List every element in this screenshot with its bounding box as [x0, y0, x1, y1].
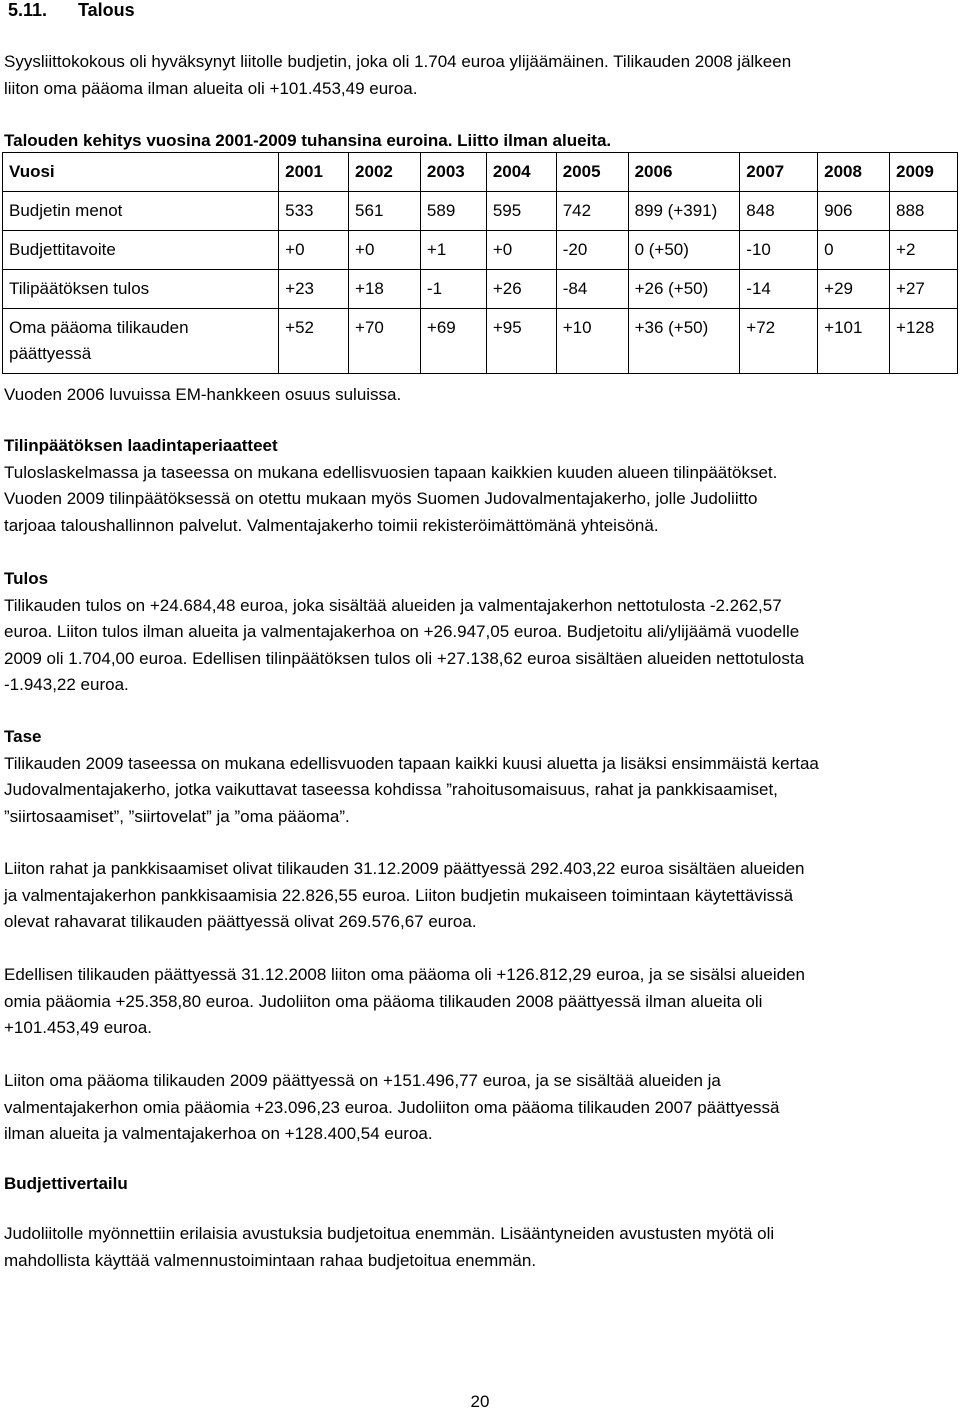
table-cell: 589 — [420, 192, 486, 231]
header-cell: 2005 — [556, 153, 628, 192]
table-header-row — [3, 153, 958, 192]
section-number: 5.11. — [8, 0, 48, 20]
table-cell: 0 (+50) — [628, 231, 740, 270]
table-cell: +18 — [349, 270, 421, 309]
table-cell: +29 — [818, 270, 890, 309]
table-cell: +0 — [349, 231, 421, 270]
table-cell: 742 — [556, 192, 628, 231]
balance-paragraph-4 — [4, 1068, 954, 1148]
table-cell: -20 — [556, 231, 628, 270]
row-label: Tilipäätöksen tulos — [3, 270, 279, 309]
table-cell: +69 — [420, 309, 486, 374]
finance-table — [2, 152, 958, 374]
result-line: euroa. Liiton tulos ilman alueita ja valmentajakerhoa on +26.947,05 euroa. Budjetoitu ali/ylijäämä vuodelle — [4, 622, 800, 641]
table-caption: Talouden kehitys vuosina 2001-2009 tuhansina euroina. Liitto ilman alueita. — [4, 131, 612, 150]
table-cell: +26 (+50) — [628, 270, 740, 309]
balance-line: ja valmentajakerhon pankkisaamisia 22.826,55 euroa. Liiton budjetin mukaiseen toimintaan käytettävissä — [4, 885, 794, 905]
balance-section — [4, 724, 954, 830]
table-cell: +0 — [279, 231, 349, 270]
table-cell: 533 — [279, 192, 349, 231]
table-row — [3, 192, 958, 231]
table-row — [3, 231, 958, 270]
header-cell: 2004 — [486, 153, 556, 192]
row-label: Budjettitavoite — [3, 231, 279, 270]
header-cell: 2008 — [818, 153, 890, 192]
result-section — [4, 566, 954, 699]
header-cell: 2006 — [628, 153, 740, 192]
table-note: Vuoden 2006 luvuissa EM-hankkeen osuus suluissa. — [4, 385, 402, 404]
row-label: Oma pääoma tilikauden päättyessä — [3, 309, 279, 374]
table-cell: +23 — [279, 270, 349, 309]
table-cell: 888 — [890, 192, 958, 231]
section-title: Talous — [78, 0, 135, 20]
balance-line: olevat rahavarat tilikauden päättyessä olivat 269.576,67 euroa. — [4, 912, 477, 931]
result-line: Tilikauden tulos on +24.684,48 euroa, joka sisältää alueiden ja valmentajakerhon nettotulosta -2.262,57 — [4, 595, 782, 615]
header-cell: 2007 — [740, 153, 818, 192]
table-cell: +2 — [890, 231, 958, 270]
table-row — [3, 309, 958, 374]
header-cell: 2002 — [349, 153, 421, 192]
section-heading — [8, 0, 135, 21]
principles-title: Tilinpäätöksen laadintaperiaatteet — [4, 436, 278, 455]
budget-comparison-paragraph — [4, 1221, 954, 1274]
table-cell: +10 — [556, 309, 628, 374]
budget-line: mahdollista käyttää valmennustoimintaan rahaa budjetoitua enemmän. — [4, 1250, 537, 1270]
balance-line: Tilikauden 2009 taseessa on mukana edellisvuoden tapaan kaikki kuusi aluetta ja lisäksi ensimmäistä kertaa — [4, 753, 819, 773]
table-cell: 906 — [818, 192, 890, 231]
table-cell: +0 — [486, 231, 556, 270]
table-cell: +70 — [349, 309, 421, 374]
budget-line: Judoliitolle myönnettiin erilaisia avustuksia budjetoitua enemmän. Lisääntyneiden avustusten myötä oli — [4, 1224, 775, 1243]
intro-line-2: liiton oma pääoma ilman alueita oli +101.453,49 euroa. — [4, 78, 418, 98]
balance-line: Liiton rahat ja pankkisaamiset olivat tilikauden 31.12.2009 päättyessä 292.403,22 euroa sisältäen alueiden — [4, 859, 805, 878]
table-cell: -10 — [740, 231, 818, 270]
table-row — [3, 270, 958, 309]
balance-line: Judovalmentajakerho, jotka vaikuttavat taseessa kohdissa ”rahoitusomaisuus, rahat ja pankkisaamiset, — [4, 780, 778, 799]
intro-line-1: Syysliittokokous oli hyväksynyt liitolle budjetin, joka oli 1.704 euroa ylijäämäinen. Tilikauden 2008 jälkeen — [4, 52, 792, 71]
balance-paragraph-2 — [4, 856, 954, 936]
table-cell: -84 — [556, 270, 628, 309]
table-cell: +128 — [890, 309, 958, 374]
table-cell: 848 — [740, 192, 818, 231]
table-cell: +52 — [279, 309, 349, 374]
balance-line: omia pääomia +25.358,80 euroa. Judoliiton oma pääoma tilikauden 2008 päättyessä ilman alueita oli — [4, 991, 763, 1011]
table-cell: 561 — [349, 192, 421, 231]
page-number: 20 — [470, 1392, 490, 1411]
row-label: Budjetin menot — [3, 192, 279, 231]
result-line: -1.943,22 euroa. — [4, 675, 129, 694]
table-cell: 0 — [818, 231, 890, 270]
table-cell: 595 — [486, 192, 556, 231]
table-cell: +1 — [420, 231, 486, 270]
intro-paragraph — [4, 49, 954, 102]
balance-line: valmentajakerhon omia pääomia +23.096,23 euroa. Judoliiton oma pääoma tilikauden 2007 päättyessä — [4, 1097, 780, 1117]
table-cell: +101 — [818, 309, 890, 374]
table-cell: +27 — [890, 270, 958, 309]
balance-line: ”siirtosaamiset”, ”siirtovelat” ja ”oma pääoma”. — [4, 806, 350, 826]
budget-comparison-title: Budjettivertailu — [4, 1174, 128, 1193]
table-cell: +72 — [740, 309, 818, 374]
principles-line: tarjoaa taloushallinnon palvelut. Valmentajakerho toimii rekisteröimättömänä yhteisönä. — [4, 515, 659, 535]
result-title: Tulos — [4, 569, 49, 588]
table-cell: -14 — [740, 270, 818, 309]
result-line: 2009 oli 1.704,00 euroa. Edellisen tilinpäätöksen tulos oli +27.138,62 euroa sisältäen alueiden nettotulosta — [4, 648, 805, 668]
table-cell: -1 — [420, 270, 486, 309]
balance-line: Liiton oma pääoma tilikauden 2009 päättyessä on +151.496,77 euroa, ja se sisältää alueiden ja — [4, 1071, 721, 1090]
principles-line: Vuoden 2009 tilinpäätöksessä on otettu mukaan myös Suomen Judovalmentajakerho, jolle Judoliitto — [4, 489, 758, 508]
table-cell: +26 — [486, 270, 556, 309]
header-cell: Vuosi — [3, 153, 279, 192]
balance-line: ilman alueita ja valmentajakerhoa on +128.400,54 euroa. — [4, 1124, 433, 1143]
table-cell: 899 (+391) — [628, 192, 740, 231]
balance-paragraph-3 — [4, 962, 954, 1042]
balance-line: Edellisen tilikauden päättyessä 31.12.2008 liiton oma pääoma oli +126.812,29 euroa, ja se sisälsi alueiden — [4, 965, 805, 984]
balance-line: +101.453,49 euroa. — [4, 1018, 152, 1037]
header-cell: 2003 — [420, 153, 486, 192]
table-cell: +36 (+50) — [628, 309, 740, 374]
header-cell: 2009 — [890, 153, 958, 192]
balance-title: Tase — [4, 727, 42, 746]
header-cell: 2001 — [279, 153, 349, 192]
principles-section — [4, 433, 954, 539]
table-cell: +95 — [486, 309, 556, 374]
principles-line: Tuloslaskelmassa ja taseessa on mukana edellisvuosien tapaan kaikkien kuuden alueen tilinpäätökset. — [4, 462, 778, 482]
